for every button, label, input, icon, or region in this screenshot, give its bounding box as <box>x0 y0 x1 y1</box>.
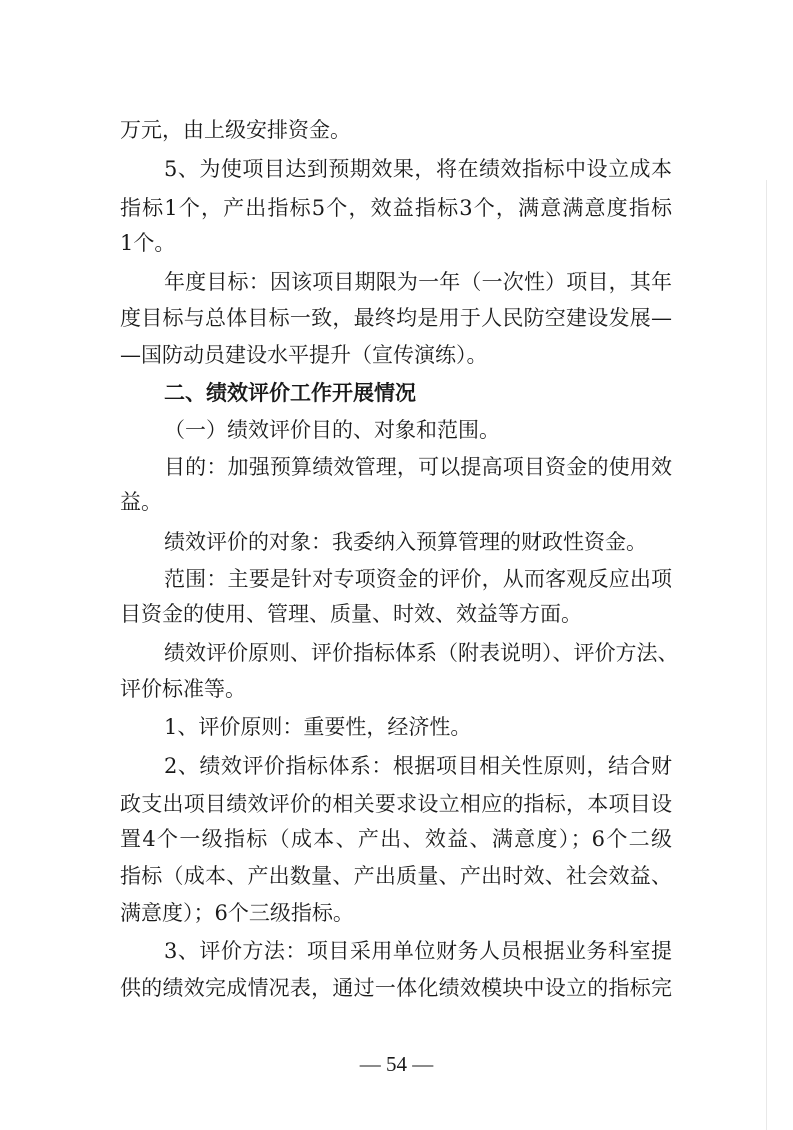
text-line: 置4个一级指标（成本、产出、效益、满意度）；6个二级 <box>120 827 672 851</box>
text-line: 满意度）；6个三级指标。 <box>120 901 354 925</box>
text-line: 绩效评价的对象：我委纳入预算管理的财政性资金。 <box>164 530 647 554</box>
text-line: 5、为使项目达到预期效果，将在绩效指标中设立成本 <box>164 157 672 181</box>
text-line: 指标1个，产出指标5个，效益指标3个，满意满意度指标 <box>120 196 672 220</box>
section-heading: 二、绩效评价工作开展情况 <box>164 381 416 405</box>
text-line: 绩效评价原则、评价指标体系（附表说明）、评价方法、 <box>164 641 679 665</box>
text-line: （一）绩效评价目的、对象和范围。 <box>164 418 500 442</box>
page-number: — 54 — <box>359 1052 434 1076</box>
text-line: 评价标准等。 <box>120 677 246 701</box>
text-line: 指标（成本、产出数量、产出质量、产出时效、社会效益、 <box>120 864 672 888</box>
text-line: 1个。 <box>120 231 176 255</box>
text-line: 目资金的使用、管理、质量、时效、效益等方面。 <box>120 602 582 626</box>
text-line: 益。 <box>120 490 162 514</box>
text-line: —国防动员建设水平提升（宣传演练）。 <box>120 343 488 367</box>
text-line: 年度目标：因该项目期限为一年（一次性）项目，其年 <box>164 270 672 294</box>
text-line: 政支出项目绩效评价的相关要求设立相应的指标，本项目设 <box>120 792 672 816</box>
text-line: 1、评价原则：重要性，经济性。 <box>164 715 472 739</box>
text-line: 万元，由上级安排资金。 <box>120 118 351 142</box>
text-line: 范围：主要是针对专项资金的评价，从而客观反应出项 <box>164 567 672 591</box>
text-line: 供的绩效完成情况表，通过一体化绩效模块中设立的指标完 <box>120 976 672 1000</box>
text-line: 度目标与总体目标一致，最终均是用于人民防空建设发展— <box>120 306 672 330</box>
text-line: 目的：加强预算绩效管理，可以提高项目资金的使用效 <box>164 455 672 479</box>
text-line: 2、绩效评价指标体系：根据项目相关性原则，结合财 <box>164 754 672 778</box>
scan-edge-divider <box>766 180 767 1130</box>
text-line: 3、评价方法：项目采用单位财务人员根据业务科室提 <box>164 939 672 963</box>
